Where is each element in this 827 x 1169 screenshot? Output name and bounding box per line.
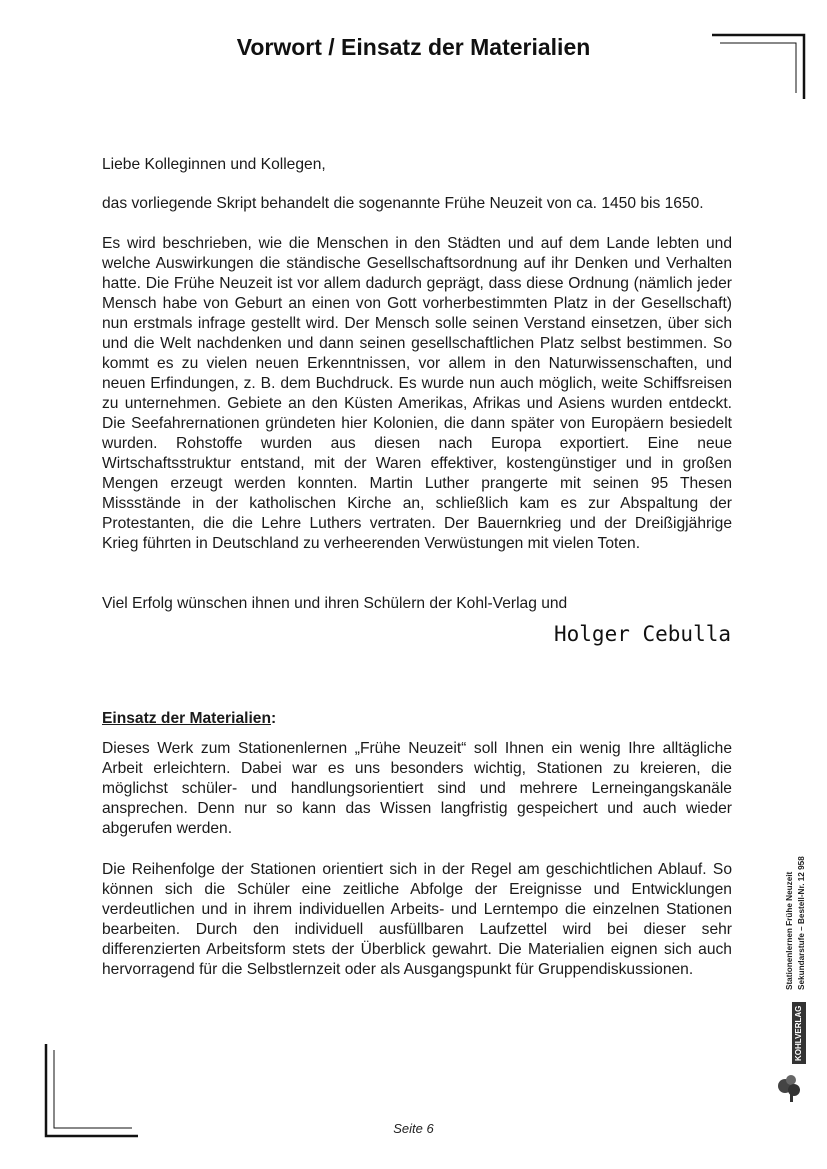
side-info-title: Stationenlernen Frühe Neuzeit: [785, 871, 794, 990]
page-number: Seite 6: [393, 1121, 434, 1136]
page-title: Vorwort / Einsatz der Materialien: [236, 34, 591, 60]
side-info-order: Sekundarstufe – Bestell-Nr. 12 958: [797, 856, 806, 990]
section-heading-text: Einsatz der Materialien: [102, 710, 271, 727]
closing-line: [102, 594, 732, 614]
intro-text: das vorliegende Skript behandelt die sogenannte Frühe Neuzeit von ca. 1450 bis 1650.: [102, 195, 704, 212]
greeting-text: Liebe Kolleginnen und Kollegen,: [102, 156, 326, 173]
materials-paragraph-2-text: Die Reihenfolge der Stationen orientiert sich in der Regel am geschichtlichen Ablauf. So können sich die Schüler eine zeitliche Abfolge der Ereignisse und Entwicklungen verdeutlichen und in ihrem individuellen Arbeits- und Lerntempo die einzelnen Stationen bearbeiten. Durch den individuell ausfüllbaren Laufzettel wird bei dieser sehr differenzierten Arbeitsform stets der Überblick gewahrt. Die Materialien eignen sich auch hervorragend für die Selbstlernzeit oder als Ausgangspunkt für Gruppendiskussionen.: [102, 861, 732, 978]
materials-paragraph-2: [102, 860, 732, 980]
main-paragraph: [102, 234, 732, 554]
kohl-verlag-logo-text: KOHLVERLAG: [792, 1002, 806, 1064]
main-paragraph-text: Es wird beschrieben, wie die Menschen in den Städten und auf dem Lande lebten und welche Auswirkungen die ständische Gesellschaftsordnung auf ihr Denken und Verhalten hatte. Die Frühe Neuzeit ist vor allem dadurch geprägt, dass diese Ordnung (nämlich jeder Mensch habe von Geburt an einen von Gott vorherbestimmten Platz in der Gesellschaft) nun erstmals infrage gestellt wird. Der Mensch solle seinen Verstand einsetzen, über sich und die Welt nachdenken und dann seinen gesellschaftlichen Platz selbst bestimmen. So kommt es zu vielen neuen Erkenntnissen, vor allem in den Naturwissenschaften, und neuen Erfindungen, z. B. dem Buchdruck. Es wurde nun auch möglich, weite Schiffsreisen zu unternehmen. Gebiete an den Küsten Amerikas, Afrikas und Asiens wurden entdeckt. Die Seefahrernationen gründeten hier Kolonien, die dann später von Europäern besiedelt wurden. Rohstoffe wurden aus diesen nach Europa exportiert. Eine neue Wirtschaftsstruktur entstand, mit der Waren effektiver, kostengünstiger und in großen Mengen erzeugt werden konnten. Martin Luther prangerte mit seinen 95 Thesen Missstände in der katholischen Kirche an, schließlich kam es zur Abspaltung der Protestanten, die die Lehre Luthers vertraten. Der Bauernkrieg und der Dreißigjährige Krieg führten in Deutschland zu verheerenden Verwüstungen mit vielen Toten.: [102, 235, 732, 552]
greeting: [102, 155, 732, 175]
closing-text: Viel Erfolg wünschen ihnen und ihren Schülern der Kohl-Verlag und: [102, 595, 568, 612]
corner-ornament-top-right: [710, 33, 806, 101]
section-heading: [102, 710, 276, 728]
materials-paragraph-1: [102, 739, 732, 839]
materials-paragraph-1-text: Dieses Werk zum Stationenlernen „Frühe Neuzeit“ soll Ihnen ein wenig Ihre alltägliche Arbeit erleichtern. Dabei war es uns besonders wichtig, Stationen zu kreieren, die möglichst schüler- und handlungsorientiert sind und mehrere Lerneingangskanäle ansprechen. Denn nur so kann das Wissen langfristig gespeichert und auch wieder abgerufen werden.: [102, 740, 732, 837]
section-heading-colon: :: [271, 710, 277, 727]
intro-paragraph: [102, 194, 732, 214]
side-info: [780, 830, 810, 990]
signature: Holger Cebulla: [554, 622, 732, 646]
